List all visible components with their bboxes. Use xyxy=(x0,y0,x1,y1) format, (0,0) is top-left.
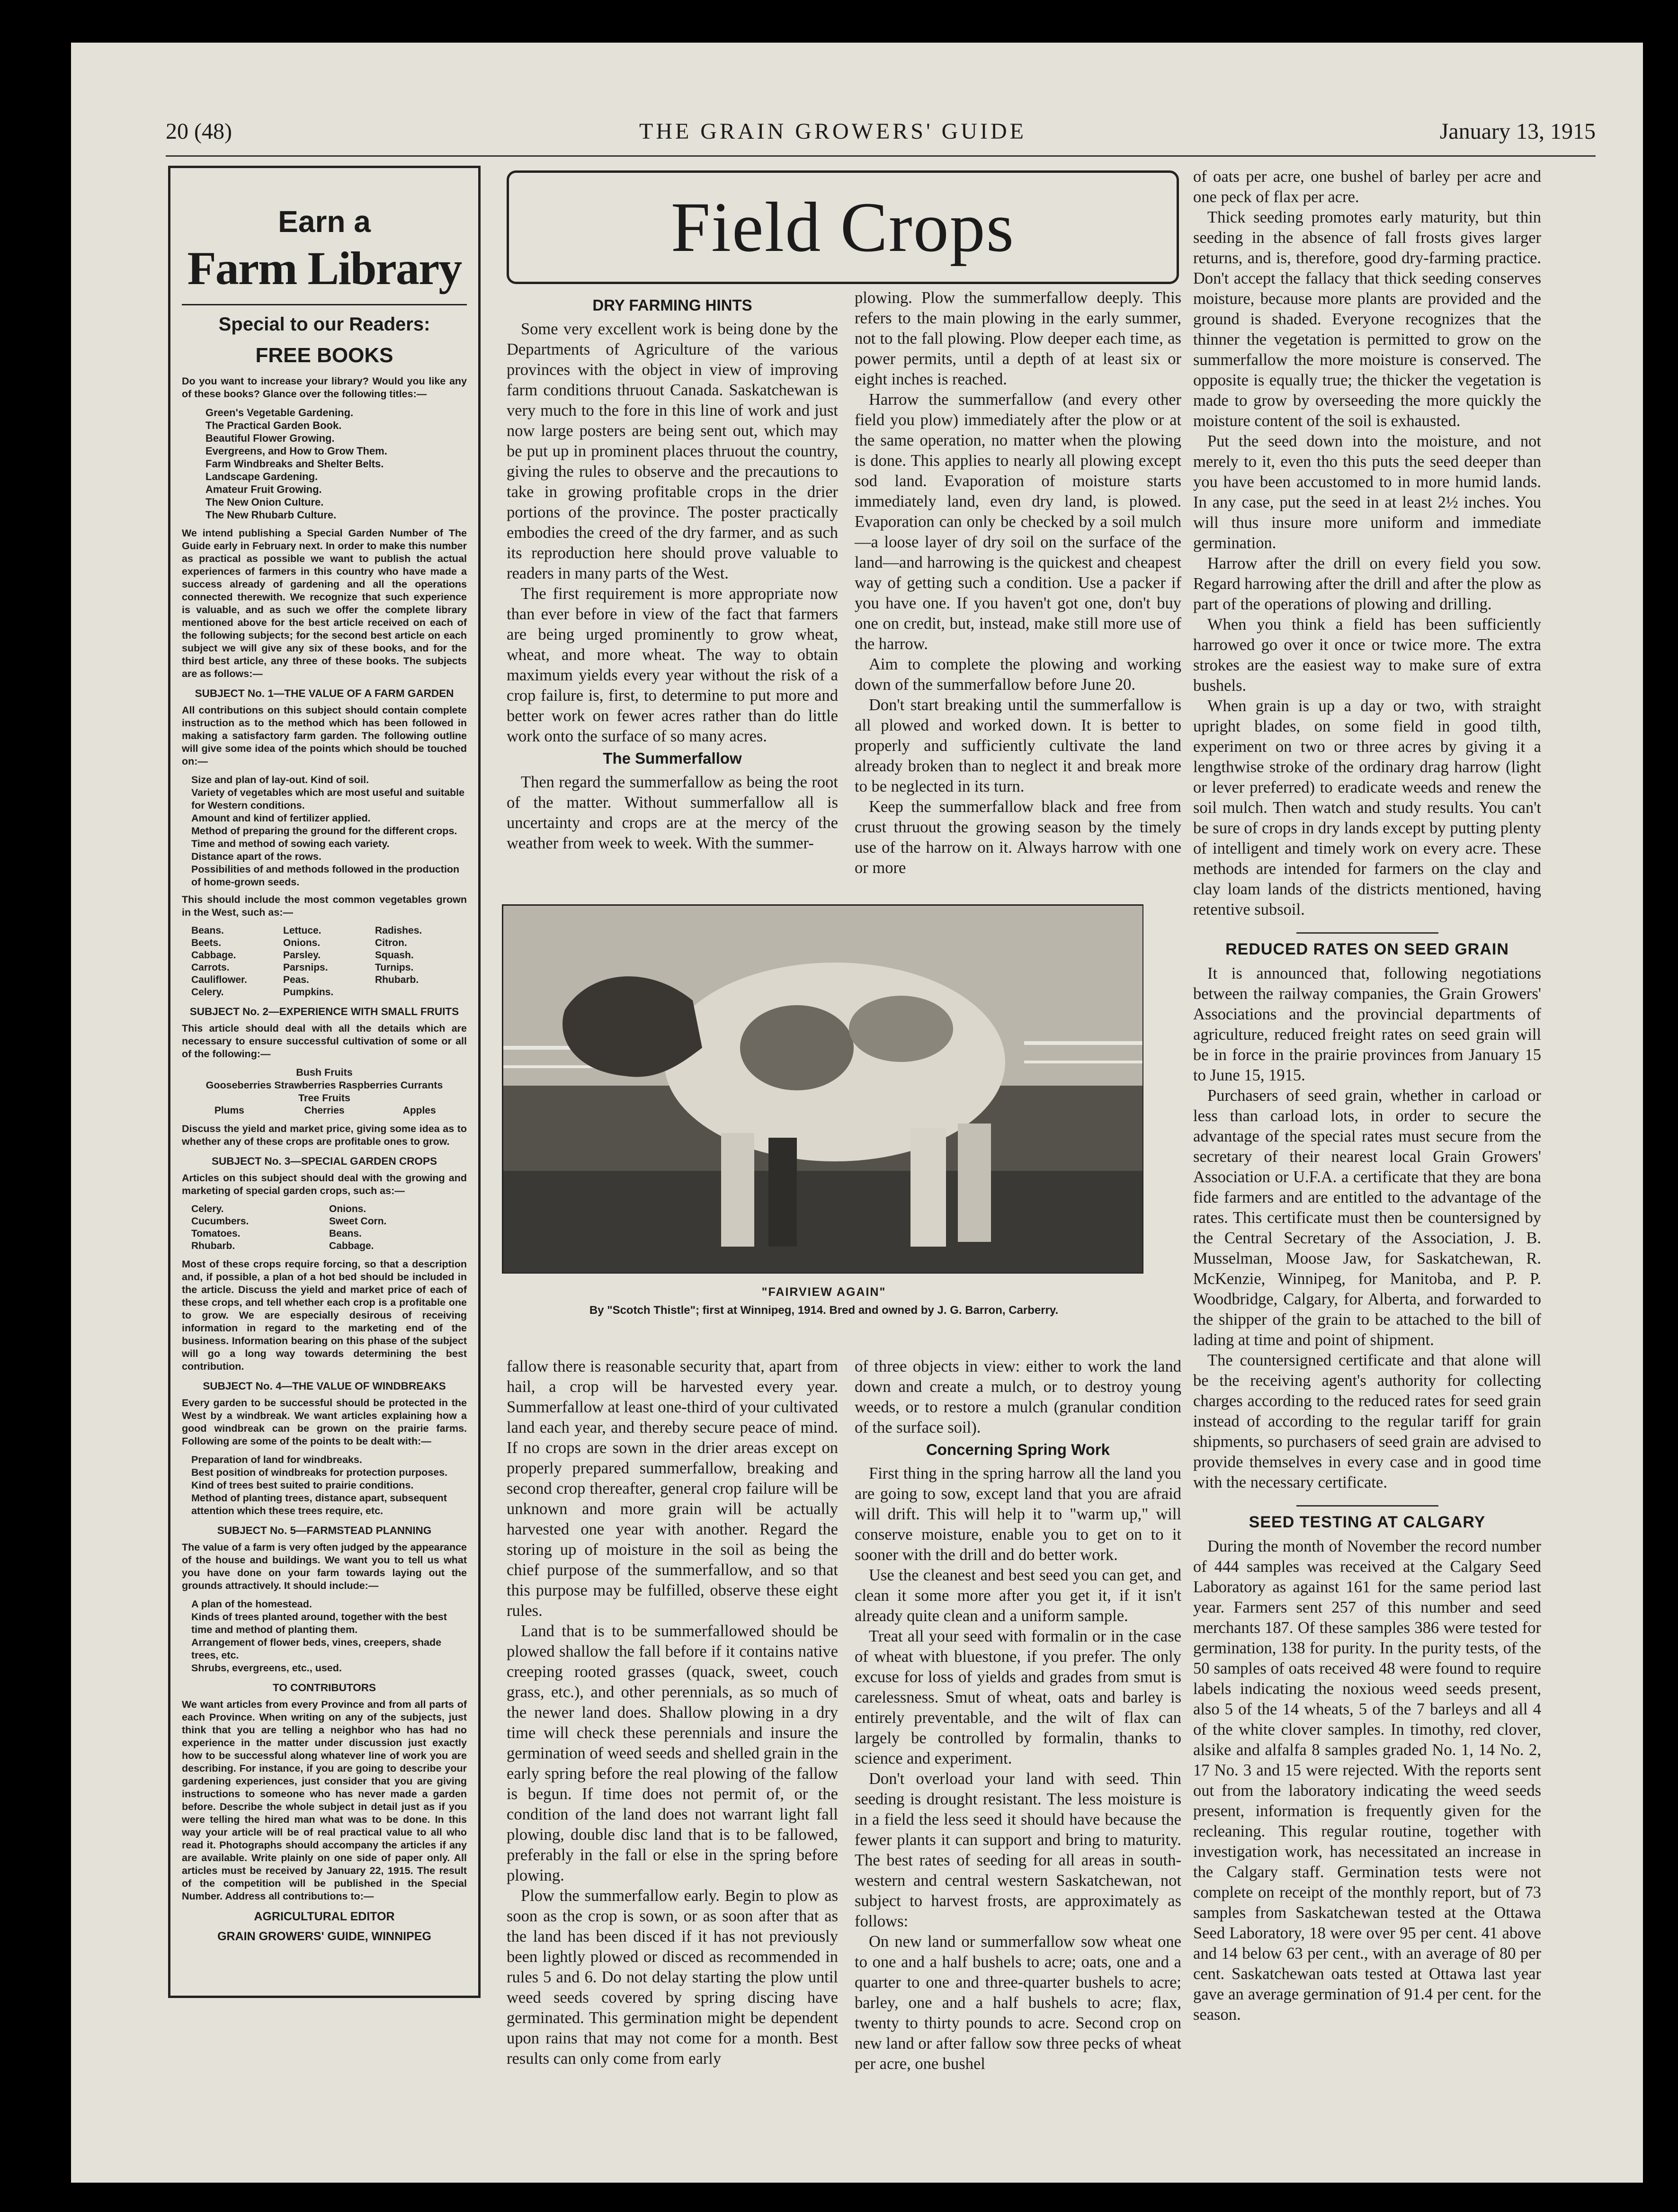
paragraph: Land that is to be summerfallowed should be plowed shallow the fall before if it contains native creeping rooted grasses (quack, sweet, couch grass, etc.), and other perennials, as so much of the newer land does. Shallow plowing in a dry time will check these perennials and insure the germination of weed seeds and shelled grain in the early spring before the real plowing of the fallow is begun. If time does not permit of, or the condition of the land does not warrant light fall plowing, double disc land that is to be fallowed, preferably in the fall or else in the spring before plowing. xyxy=(507,1622,838,1884)
book-title: The Practical Garden Book. xyxy=(205,419,342,431)
farm-library-heading: Farm Library xyxy=(187,242,462,294)
free-books-heading: FREE BOOKS xyxy=(255,344,393,367)
paragraph: Some very excellent work is being done by the Departments of Agriculture of the various provinces with the object in view of improving farm conditions thruout Canada. Saskatchewan is very much to the fore in this line of work and just now large posters are being sent out, which may be put up in prominent places thruout the country, giving the rules to observe and the precautions to take in growing profitable crops in the drier portions of the province. The poster practically embodies the creed of the dry farmer, and as such its reproduction here should prove valuable to readers in many parts of the West. xyxy=(507,320,838,582)
list-item: Parsnips. xyxy=(283,962,328,973)
subject-text: Discuss the yield and market price, giving some idea as to whether any of these crops are profitable ones to grow. xyxy=(182,1123,467,1147)
bush-fruits-label: Bush Fruits xyxy=(296,1067,353,1078)
paragraph: Harrow after the drill on every field you sow. Regard harrowing after the drill and after the plow as part of the operations of plowing and drilling. xyxy=(1193,554,1541,613)
subject-items xyxy=(191,774,467,889)
paragraph: of oats per acre, one bushel of barley per acre and one peck of flax per acre. xyxy=(1193,168,1541,206)
list-item: Distance apart of the rows. xyxy=(191,851,321,862)
section-banner xyxy=(507,170,1179,284)
list-item: Possibilities of and methods followed in the production of home-grown seeds. xyxy=(191,864,460,888)
subject-text: Every garden to be successful should be protected in the West by a windbreak. We want articles explaining how a good windbreak can be grown on the prairie farms. Following are some of the points to be dealt with:— xyxy=(182,1397,467,1447)
paragraph: During the month of November the record number of 444 samples was received at the Calgary Seed Laboratory as against 161 for the same period last year. Farmers sent 257 of this number and seed merchants 187. Of these samples 386 were tested for germination, 138 for purity. In the purity tests, of the 50 samples of oats received 48 were found to require labels indicating the noxious weed seeds present, also 5 of the 14 wheats, 5 of the 7 barleys and all 4 of the white clover samples. In timothy, red clover, alsike and alfalfa 8 samples graded No. 1, 14 No. 2, 17 No. 3 and 15 were rejected. With the reports sent out from the laboratory indicating the weed seeds present, information is frequently given for the recleaning. This regular routine, together with investigation work, has necessitated an increase in the Calgary staff. Germination tests were not complete on receipt of the monthly report, but of 73 samples from Saskatchewan tested at the Ottawa Seed Laboratory, 18 were over 95 per cent. 41 above and 14 below 63 per cent., with an average of 80 per cent. Saskatchewan oats tested at Ottawa last year gave an average germination of 91.4 per cent. for the season. xyxy=(1193,1537,1541,2024)
tree-fruits-label: Tree Fruits xyxy=(298,1092,350,1104)
paragraph: Put the seed down into the moisture, and not merely to it, even tho this puts the seed deeper than you have been accustomed to in more humid lands. In any case, put the seed in at least 2½ inches. You will thus insure more uniform and immediate germination. xyxy=(1193,432,1541,552)
paragraph: First thing in the spring harrow all the land you are going to sow, except land that you are afraid will drift. This will help it to "warm up," will conserve moisture, enable you to get on to it sooner with the drill and do better work. xyxy=(855,1464,1181,1564)
subject-heading: SUBJECT No. 5—FARMSTEAD PLANNING xyxy=(217,1525,432,1536)
list-item: Radishes. xyxy=(375,925,422,936)
book-title: Evergreens, and How to Grow Them. xyxy=(205,445,387,457)
subject-text: Articles on this subject should deal with the growing and marketing of special garden crops, such as:— xyxy=(182,1172,467,1196)
list-item: Parsley. xyxy=(283,950,321,961)
caption-credit: By "Scotch Thistle"; first at Winnipeg, 1914. Bred and owned by J. G. Barron, Carberry. xyxy=(589,1304,1059,1317)
sidebar-para: We intend publishing a Special Garden Number of The Guide early in February next. In order to make this number as practical as possible we want to publish the actual experiences of farmers in this country who have made a success already of gardening and all the operations connected therewith. We recognize that such experience is valuable, and as such we offer the complete library mentioned above for the best article received on each of the following subjects; for the second best article on each subject we will give any six of these books, and for the third best article, any three of these books. The subjects are as follows:— xyxy=(182,527,467,679)
page-number: 20 (48) xyxy=(166,119,232,144)
list-item: Amount and kind of fertilizer applied. xyxy=(191,812,371,824)
paragraph: Thick seeding promotes early maturity, but thin seeding in the absence of fall frosts gives larger returns, and is, therefore, good dry-farming practice. Don't accept the fallacy that thick seeding conserves moisture, because more plants are provided and the ground is shaded. Everyone recognizes that the thinner the vegetation is permitted to grow on the summerfallow the more moisture is conserved. The opposite is equally true; the thicker the vegetation is made to grow by overseeding the more quickly the moisture content of the soil is exhausted. xyxy=(1193,208,1541,430)
subject-text: Most of these crops require forcing, so that a description and, if possible, a plan of a hot bed should be included in the article. Discuss the yield and market price of each of these crops, and tell whether each crop is a profitable one to grow. We are especially desirous of receiving information in regard to the marketing end of the business. Information bearing on this phase of the subject will go a long way towards determining the best contribution. xyxy=(182,1258,467,1372)
subject-heading: SUBJECT No. 2—EXPERIENCE WITH SMALL FRUITS xyxy=(189,1006,459,1017)
list-item: Arrangement of flower beds, vines, creepers, shade trees, etc. xyxy=(191,1637,442,1661)
article-column xyxy=(507,294,838,881)
list-item: Kinds of trees planted around, together with the best time and method of planting them. xyxy=(191,1611,447,1635)
paragraph: Harrow the summerfallow (and every other field you plow) immediately after the plow or at the same operation, no matter when the plowing is done. This applies to nearly all plowing except sod land. Evaporation of moisture starts immediately land, even dry land, is plowed. Evaporation can only be checked by a soil mulch—a loose layer of dry soil on the surface of the land—and harrowing is the quickest and cheapest way of getting such a condition. Use a packer if you have one. If you haven't got one, don't buy one on credit, but, instead, make still more use of the harrow. xyxy=(855,391,1181,653)
list-item: Cabbage. xyxy=(191,950,236,961)
subject-text: The value of a farm is very often judged by the appearance of the house and buildings. We want you to tell us what you have done on your farm towards laying out the grounds attractively. It should include:— xyxy=(182,1542,467,1591)
article-column xyxy=(1193,167,1541,2060)
list-item: Method of planting trees, distance apart, subsequent attention which these trees require, etc. xyxy=(191,1492,447,1516)
special-crops-list xyxy=(191,1203,467,1252)
editor-address: AGRICULTURAL EDITOR xyxy=(254,1910,395,1923)
book-title: Beautiful Flower Growing. xyxy=(205,432,335,444)
paragraph: The countersigned certificate and that alone will be the receiving agent's authority for collecting charges according to the reduced rates for seed grain instead of according to the regular tariff for grain shipments, so purchasers of seed grain are advised to provide themselves in every case and in good time with the necessary certificate. xyxy=(1193,1351,1541,1491)
list-item: Cherries xyxy=(304,1105,345,1116)
paragraph: Treat all your seed with formalin or in the case of wheat with bluestone, if you prefer. The only excuse for loss of yields and grades from smut is carelessness. Smut of wheat, oats and barley is entirely preventable, and the wilt of flax can largely be controlled by formalin, thanks to science and experiment. xyxy=(855,1627,1181,1767)
book-title: Landscape Gardening. xyxy=(205,471,318,482)
list-item: Variety of vegetables which are most useful and suitable for Western conditions. xyxy=(191,787,465,811)
paragraph: Aim to complete the plowing and working down of the summerfallow before June 20. xyxy=(855,655,1181,694)
book-title: The New Onion Culture. xyxy=(205,496,324,508)
article-divider xyxy=(1296,932,1438,934)
page-header xyxy=(166,118,1596,152)
newspaper-page xyxy=(71,43,1643,2183)
list-item: Rhubarb. xyxy=(191,1240,235,1251)
book-title: Farm Windbreaks and Shelter Belts. xyxy=(205,458,384,470)
caption-title: "FAIRVIEW AGAIN" xyxy=(761,1285,886,1299)
list-item: Beans. xyxy=(191,925,224,936)
list-item: Method of preparing the ground for the different crops. xyxy=(191,825,457,837)
subheading: The Summerfallow xyxy=(603,749,742,767)
list-item: Tomatoes. xyxy=(191,1228,241,1239)
list-item: Plums xyxy=(214,1105,244,1116)
subheading: Concerning Spring Work xyxy=(926,1441,1110,1458)
list-item: Lettuce. xyxy=(283,925,321,936)
subject-heading: SUBJECT No. 1—THE VALUE OF A FARM GARDEN xyxy=(195,687,454,699)
paragraph: Don't overload your land with seed. Thin seeding is drought resistant. The less moisture is in a field the less seed it should have because the fewer plants it can support and bring to maturity. The best rates of seeding for all areas in south-western and central western Saskatchewan, not subject to harvest frosts, are approximately as follows: xyxy=(855,1770,1181,1930)
list-item: Beans. xyxy=(329,1228,362,1239)
list-item: Shrubs, evergreens, etc., used. xyxy=(191,1662,342,1674)
article-heading: REDUCED RATES ON SEED GRAIN xyxy=(1225,940,1509,958)
list-item: A plan of the homestead. xyxy=(191,1598,312,1610)
list-item: Best position of windbreaks for protection purposes. xyxy=(191,1467,448,1478)
paragraph: On new land or summerfallow sow wheat one to one and a half bushels to acre; oats, one and a quarter to one and three-quarter bushels to acre; barley, one and a half bushels to acre; flax, twenty to thirty pounds to acre. Second crop on new land or after fallow sow three pecks of wheat per acre, one bushel xyxy=(855,1933,1181,2073)
subject-text: All contributions on this subject should contain complete instruction as to the method which has been followed in making a satisfactory farm garden. The following outline will give some idea of the points which should be touched on:— xyxy=(182,705,467,767)
list-item: Cauliflower. xyxy=(191,974,247,985)
photo-image xyxy=(503,906,1142,1273)
photo-caption xyxy=(500,1285,1148,1317)
paragraph: Purchasers of seed grain, whether in carload or less than carload lots, in order to secure the advantage of the special rates must secure from the secretary of their nearest local Grain Growers' Association or U.F.A. a certificate that they are bona fide farmers and are entitled to the advantage of the rates. This certificate must then be countersigned by the Central Secretary of the Association, J. B. Musselman, Moose Jaw, for Saskatchewan, R. McKenzie, Winnipeg, for Manitoba, and P. P. Woodbridge, Calgary, for Alberta, and forwarded to the shipper of the grain to be attached to the bill of lading at time and point of shipment. xyxy=(1193,1087,1541,1349)
paragraph: plowing. Plow the summerfallow deeply. This refers to the main plowing in the early summer, not to the fall plowing. Plow deeper each time, as power permits, until a depth of at least six or eight inches is reached. xyxy=(855,289,1181,388)
contributors-text: We want articles from every Province and from all parts of each Province. When writing on any of the subjects, just think that you are telling a neighbor who has had no experience in the matter under discussion just exactly how to be successful along whatever line of work you are describing. For instance, if you are going to describe your gardening experiences, just consider that you are giving instructions to someone who has never made a garden before. Describe the whole subject in detail just as if you were telling the hired man what was to be done. In this way your article will be of real practical value to all who read it. Photographs should accompany the articles if any are available. Write plainly on one side of paper only. All articles must be received by January 22, 1915. The result of the competition will be published in the Special Number. Address all contributions to:— xyxy=(182,1699,467,1902)
list-item: Beets. xyxy=(191,937,222,948)
book-title: The New Rhubarb Culture. xyxy=(205,509,337,521)
subject-text: This should include the most common vegetables grown in the West, such as:— xyxy=(182,894,467,918)
masthead: THE GRAIN GROWERS' GUIDE xyxy=(639,119,1026,144)
list-item: Cabbage. xyxy=(329,1240,374,1251)
earn-heading: Earn a xyxy=(278,205,371,239)
subject-text: This article should deal with all the details which are necessary to ensure successful cultivation of some or all of the following:— xyxy=(182,1023,467,1060)
subject-items xyxy=(191,1454,467,1517)
article-column xyxy=(855,288,1181,881)
paragraph: It is announced that, following negotiations between the railway companies, the Grain Growers' Associations and the provincial departments of agriculture, reduced freight rates on seed grain will be in force in the prairie provinces from January 15 to June 15, 1915. xyxy=(1193,964,1541,1084)
list-item: Kind of trees best suited to prairie conditions. xyxy=(191,1480,414,1491)
list-item: Pumpkins. xyxy=(283,987,334,998)
list-item: Onions. xyxy=(329,1204,366,1214)
article-column xyxy=(507,1356,838,2068)
article-column xyxy=(855,1356,1181,2073)
section-title: Field Crops xyxy=(670,188,1015,267)
paragraph: Keep the summerfallow black and free from crust thruout the growing season by the timely use of the harrow on it. Always harrow with one or more xyxy=(855,798,1181,877)
paragraph: When grain is up a day or two, with straight upright blades, on some field in good tilth, experiment on two or three acres by giving it a lengthwise stroke of the ordinary drag harrow (light or lever preferred) to eradicate weeds and renew the soil mulch. Then watch and study results. You can't be sure of crops in dry lands except by putting plenty of intelligent and timely work on every acre. These methods are intended for farmers on the clay and clay loam lands of the districts mentioned, having retentive subsoil. xyxy=(1193,697,1541,919)
issue-date: January 13, 1915 xyxy=(1439,119,1596,144)
paragraph: When you think a field has been sufficiently harrowed go over it once or twice more. The extra strokes are the easiest way to make sure of extra bushels. xyxy=(1193,615,1541,695)
list-item: Squash. xyxy=(375,950,414,961)
paragraph: of three objects in view: either to work the land down and create a mulch, or to destroy young weeds, or to restore a mulch (granular condition of the surface soil). xyxy=(855,1357,1181,1436)
article-heading: SEED TESTING AT CALGARY xyxy=(1249,1513,1486,1531)
book-title: Green's Vegetable Gardening. xyxy=(205,407,354,419)
sidebar-intro: Do you want to increase your library? Would you like any of these books? Glance over the following titles:— xyxy=(182,375,467,400)
bull-photograph xyxy=(502,904,1143,1274)
list-item: Preparation of land for windbreaks. xyxy=(191,1454,362,1465)
list-item: Sweet Corn. xyxy=(329,1216,387,1227)
list-item: Celery. xyxy=(191,1204,224,1214)
article-divider xyxy=(1296,1505,1438,1507)
book-title: Amateur Fruit Growing. xyxy=(205,483,322,495)
list-item: Rhubarb. xyxy=(375,974,419,985)
paragraph: Don't start breaking until the summerfallow is all plowed and worked down. It is better to properly and sufficiently cultivate the land already broken than to neglect it and break more to be neglected in its turn. xyxy=(855,696,1181,795)
list-item: Size and plan of lay-out. Kind of soil. xyxy=(191,774,369,785)
paragraph: Then regard the summerfallow as being the root of the matter. Without summerfallow all is uncertainty and crops are at the mercy of the weather from week to week. With the summer- xyxy=(507,773,838,852)
book-titles xyxy=(205,406,467,521)
list-item: Carrots. xyxy=(191,962,230,973)
header-rule xyxy=(166,155,1596,157)
subject-heading: SUBJECT No. 3—SPECIAL GARDEN CROPS xyxy=(212,1155,437,1167)
sidebar-divider xyxy=(182,304,467,305)
paragraph: fallow there is reasonable security that, apart from hail, a crop will be harvested every year. Summerfallow at least one-third of your cultivated land each year, and thereby secure peace of mind. If no crops are sown in the drier areas except on properly prepared summerfallow, breaking and second crop thereafter, general crop failure will be unknown and more grain will be actually harvested one year with another. Regard the storing up of moisture in the soil as being the chief purpose of the summerfallow, and so that this purpose may be fulfilled, observe these eight rules. xyxy=(507,1357,838,1620)
paragraph: Use the cleanest and best seed you can get, and clean it some more after you get it, if it isn't already quite clean and a uniform sample. xyxy=(855,1566,1181,1625)
list-item: Onions. xyxy=(283,937,321,948)
article-heading: DRY FARMING HINTS xyxy=(592,296,752,314)
list-item: Cucumbers. xyxy=(191,1216,249,1227)
contributors-heading: TO CONTRIBUTORS xyxy=(273,1682,376,1694)
list-item: Turnips. xyxy=(375,962,414,973)
farm-library-box xyxy=(168,166,481,1998)
bush-fruits: Gooseberries Strawberries Raspberries Currants xyxy=(205,1079,443,1091)
vegetable-list xyxy=(191,925,467,999)
special-heading: Special to our Readers: xyxy=(218,314,430,335)
guide-address: GRAIN GROWERS' GUIDE, WINNIPEG xyxy=(217,1930,431,1943)
list-item: Time and method of sowing each variety. xyxy=(191,838,390,849)
tree-fruits xyxy=(182,1105,467,1117)
list-item: Citron. xyxy=(375,937,407,948)
list-item: Celery. xyxy=(191,987,224,998)
subject-heading: SUBJECT No. 4—THE VALUE OF WINDBREAKS xyxy=(203,1380,446,1392)
paragraph: The first requirement is more appropriate now than ever before in view of the fact that farmers are being urged prominently to grow wheat, wheat, and more wheat. The way to obtain maximum yields every year without the risk of a crop failure is, first, to determine to put more and better work on fewer acres rather than do little work onto the surface of so many acres. xyxy=(507,585,838,745)
list-item: Peas. xyxy=(283,974,309,985)
subject-items xyxy=(191,1598,467,1675)
list-item: Apples xyxy=(402,1105,436,1116)
paragraph: Plow the summerfallow early. Begin to plow as soon as the crop is sown, or as soon after that as the land has been disced if it has not previously been lightly plowed or disced as recommended in rules 5 and 6. Do not delay starting the plow until weed seeds covered by spring discing have germinated. This germination might be dependent upon rains that may not come for a month. Best results can only come from early xyxy=(507,1887,838,2068)
